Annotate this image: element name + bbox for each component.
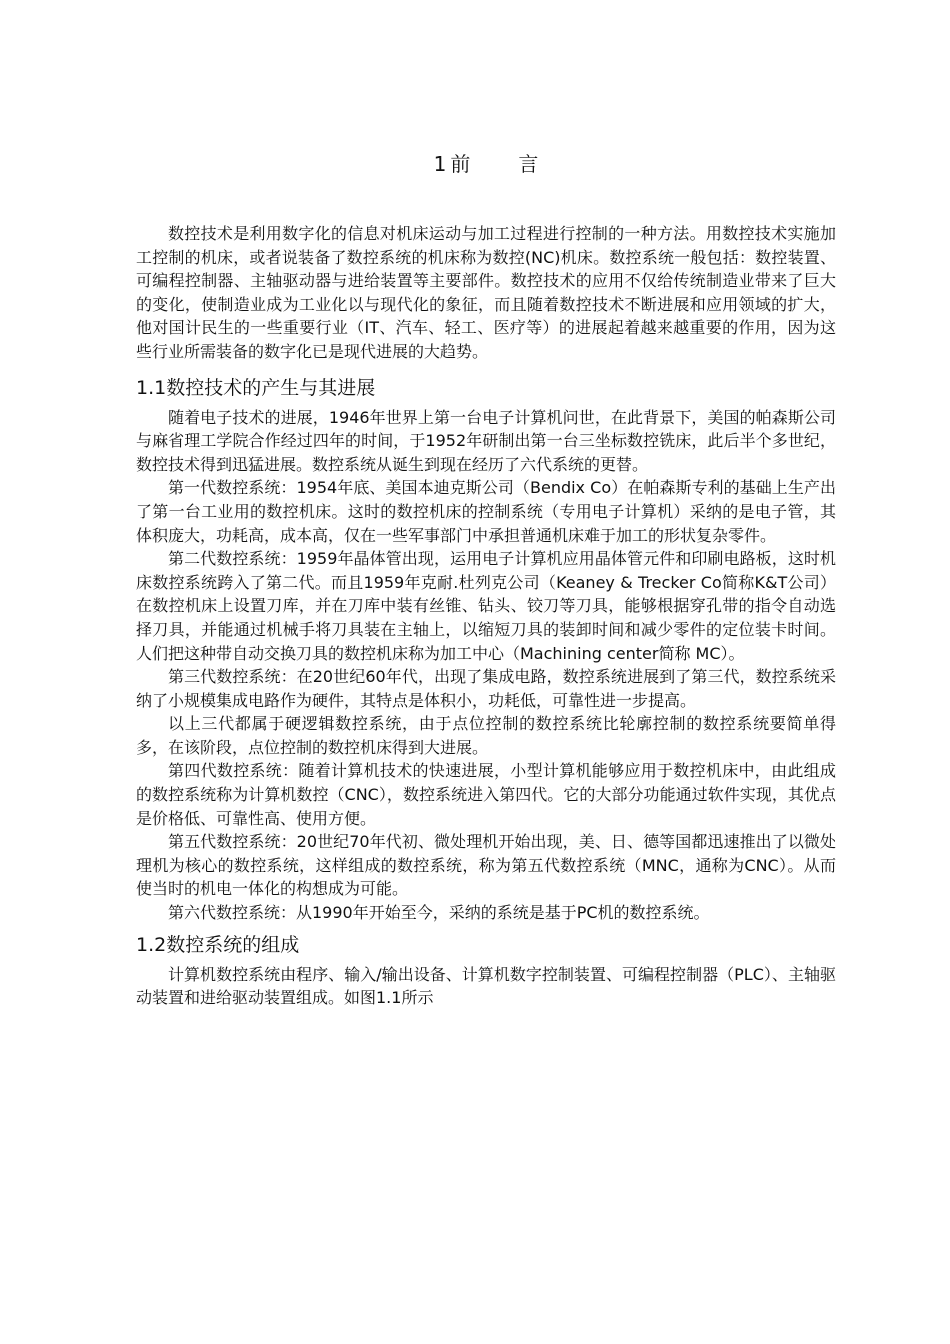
chapter-number: 1 [433,152,447,176]
body-paragraph: 随着电子技术的进展，1946年世界上第一台电子计算机问世，在此背景下，美国的帕森斯公司与麻省理工学院合作经过四年的时间，于1952年研制出第一台三坐标数控铣床，此后半个多世纪，数控技术得到迅猛进展。数控系统从诞生到现在经历了六代系统的更替。 [136,407,836,474]
body-paragraph: 第二代数控系统：1959年晶体管出现，运用电子计算机应用晶体管元件和印刷电路板，这时机床数控系统跨入了第二代。而且1959年克耐.杜列克公司（Keaney & Trecker Co简称K&T公司）在数控机床上设置刀库，并在刀库中装有丝锥、钻头、铰刀等刀具，能够根据穿孔带的指令自动选择刀具，并能通过机械手将刀具装在主轴上，以缩短刀具的装卸时间和减少零件的定位装卡时间。人们把这种带自动交换刀具的数控机床称为加工中心（Machining center简称 MC）。 [136,549,836,663]
body-paragraph: 第一代数控系统：1954年底、美国本迪克斯公司（Bendix Co）在帕森斯专利的基础上生产出了第一台工业用的数控机床。这时的数控机床的控制系统（专用电子计算机）采纳的是电子管，其体积庞大，功耗高，成本高，仅在一些军事部门中承担普通机床难于加工的形状复杂零件。 [136,478,836,545]
section-heading: 1.1数控技术的产生与其进展 [136,376,376,399]
chapter-title-part1: 前 [450,152,471,176]
body-paragraph: 第三代数控系统：在20世纪60年代，出现了集成电路，数控系统进展到了第三代，数控系统采纳了小规模集成电路作为硬件，其特点是体积小，功耗低，可靠性进一步提高。 [136,667,836,710]
body-paragraph: 第五代数控系统：20世纪70年代初、微处理机开始出现，美、日、德等国都迅速推出了以微处理机为核心的数控系统，这样组成的数控系统，称为第五代数控系统（MNC，通称为CNC）。从而使当时的机电一体化的构想成为可能。 [136,832,836,899]
body-paragraph: 第四代数控系统：随着计算机技术的快速进展，小型计算机能够应用于数控机床中，由此组成的数控系统称为计算机数控（CNC），数控系统进入第四代。它的大部分功能通过软件实现，其优点是价格低、可靠性高、使用方便。 [136,761,836,828]
chapter-title [136,150,836,178]
intro-paragraph: 数控技术是利用数字化的信息对机床运动与加工过程进行控制的一种方法。用数控技术实施加工控制的机床，或者说装备了数控系统的机床称为数控(NC)机床。数控系统一般包括：数控装置、可编程控制器、主轴驱动器与进给装置等主要部件。数控技术的应用不仅给传统制造业带来了巨大的变化，使制造业成为工业化以与现代化的象征，而且随着数控技术不断进展和应用领域的扩大，他对国计民生的一些重要行业（IT、汽车、轻工、医疗等）的进展起着越来越重要的作用，因为这些行业所需装备的数字化已是现代进展的大趋势。 [136,224,836,361]
section-heading: 1.2数控系统的组成 [136,933,300,956]
document-page [136,150,836,1010]
body-paragraph: 以上三代都属于硬逻辑数控系统，由于点位控制的数控系统比轮廓控制的数控系统要简单得多，在该阶段，点位控制的数控机床得到大进展。 [136,714,836,757]
body-paragraph: 计算机数控系统由程序、输入/输出设备、计算机数字控制装置、可编程控制器（PLC）、主轴驱动装置和进给驱动装置组成。如图1.1所示 [136,964,836,1008]
body-paragraph: 第六代数控系统：从1990年开始至今，采纳的系统是基于PC机的数控系统。 [168,903,710,923]
chapter-title-part2: 言 [518,152,539,176]
